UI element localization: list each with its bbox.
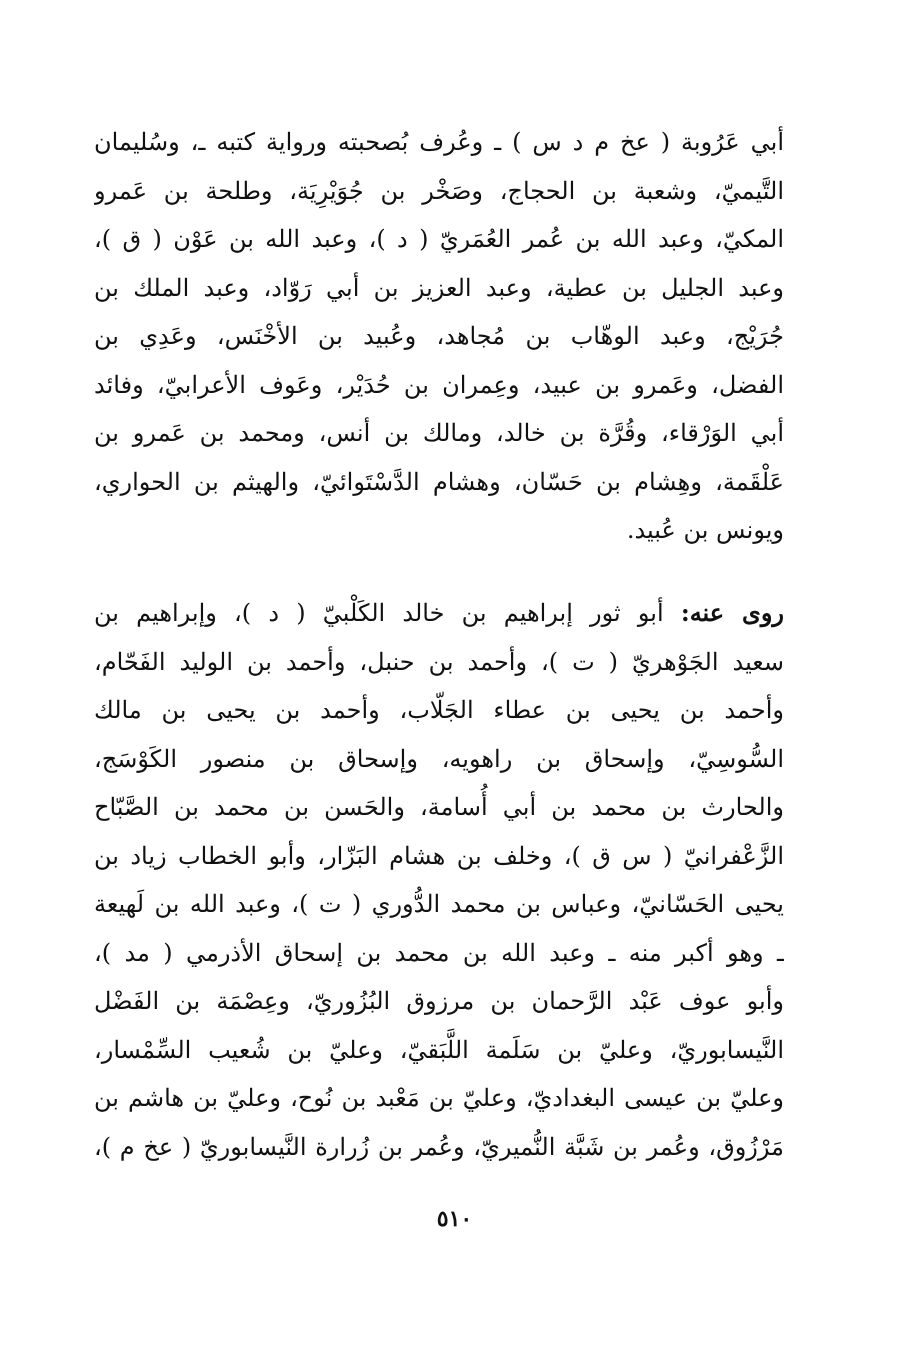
text-line: وعبد الجليل بن عطية، وعبد العزيز بن أبي رَوّاد، وعبد الملك بن (94, 273, 784, 302)
text-line: يحيى الحَسّانيّ، وعباس بن محمد الدُّوري ( ت )، وعبد الله بن لَهيعة (94, 890, 784, 918)
paragraph-students (94, 589, 784, 1171)
text-line: أبي عَرُوبة ( عخ م د س ) ـ وعُرف بُصحبته ورواية كتبه ـ، وسُليمان (94, 128, 784, 156)
text-line: أبي الوَرْقاء، وقُرَّة بن خالد، ومالك بن أنس، ومحمد بن عَمرو بن (94, 419, 784, 447)
text-line: مَرْزُوق، وعُمر بن شَبَّة النُّميريّ، وعُمر بن زُرارة النَّيسابوريّ ( عخ م )، (94, 1132, 784, 1161)
text-line: المكيّ، وعبد الله بن عُمر العُمَريّ ( د )، وعبد الله بن عَوْن ( ق )، (94, 225, 784, 253)
text-line: الفضل، وعَمرو بن عبيد، وعِمران بن حُدَيْر، وعَوف الأعرابيّ، وفائد (94, 370, 784, 399)
page-number: ٥١٠ (436, 1206, 473, 1232)
text-line: عَلْقَمة، وهِشام بن حَسّان، وهشام الدَّسْتَوائيّ، والهيثم بن الحواري، (94, 467, 784, 496)
text-line (94, 589, 784, 638)
paragraph-teachers (94, 118, 784, 555)
text-line: وأبو عوف عَبْد الرَّحمان بن مرزوق البُزُوريّ، وعِصْمَة بن الفَضْل (94, 987, 784, 1015)
text-line: وأحمد بن يحيى بن عطاء الجَلّاب، وأحمد بن يحيى بن مالك (94, 696, 784, 724)
text-line: سعيد الجَوْهريّ ( ت )، وأحمد بن حنبل، وأحمد بن الوليد الفَحّام، (94, 647, 784, 676)
text-line: التَّيميّ، وشعبة بن الحجاج، وصَخْر بن جُوَيْرِيَة، وطلحة بن عَمرو (94, 176, 784, 205)
text-line: ويونس بن عُبيد. (626, 516, 784, 544)
text-line: وعليّ بن عيسى البغداديّ، وعليّ بن مَعْبد بن نُوح، وعليّ بن هاشم بن (94, 1084, 784, 1112)
text-line: ـ وهو أكبر منه ـ وعبد الله بن محمد بن إسحاق الأذرمي ( مد )، (94, 938, 784, 967)
text-line: جُرَيْج، وعبد الوهّاب بن مُجاهد، وعُبيد بن الأخْنَس، وعَدِي بن (94, 322, 784, 350)
text-line: النَّيسابوريّ، وعليّ بن سَلَمة اللَّبَقيّ، وعليّ بن شُعيب السِّمْسار، (94, 1035, 784, 1064)
text-line: السُّوسِيّ، وإسحاق بن راهويه، وإسحاق بن منصور الكَوْسَج، (94, 744, 784, 773)
section-lead: روى عنه: (680, 598, 784, 627)
text-line: الزَّعْفرانيّ ( س ق )، وخلف بن هشام البَزّار، وأبو الخطاب زياد بن (94, 841, 784, 870)
text-line: والحارث بن محمد بن أبي أُسامة، والحَسن بن محمد بن الصَّبّاح (94, 793, 784, 821)
text-span: أبو ثور إبراهيم بن خالد الكَلْبيّ ( د )، وإبراهيم بن (94, 599, 681, 627)
